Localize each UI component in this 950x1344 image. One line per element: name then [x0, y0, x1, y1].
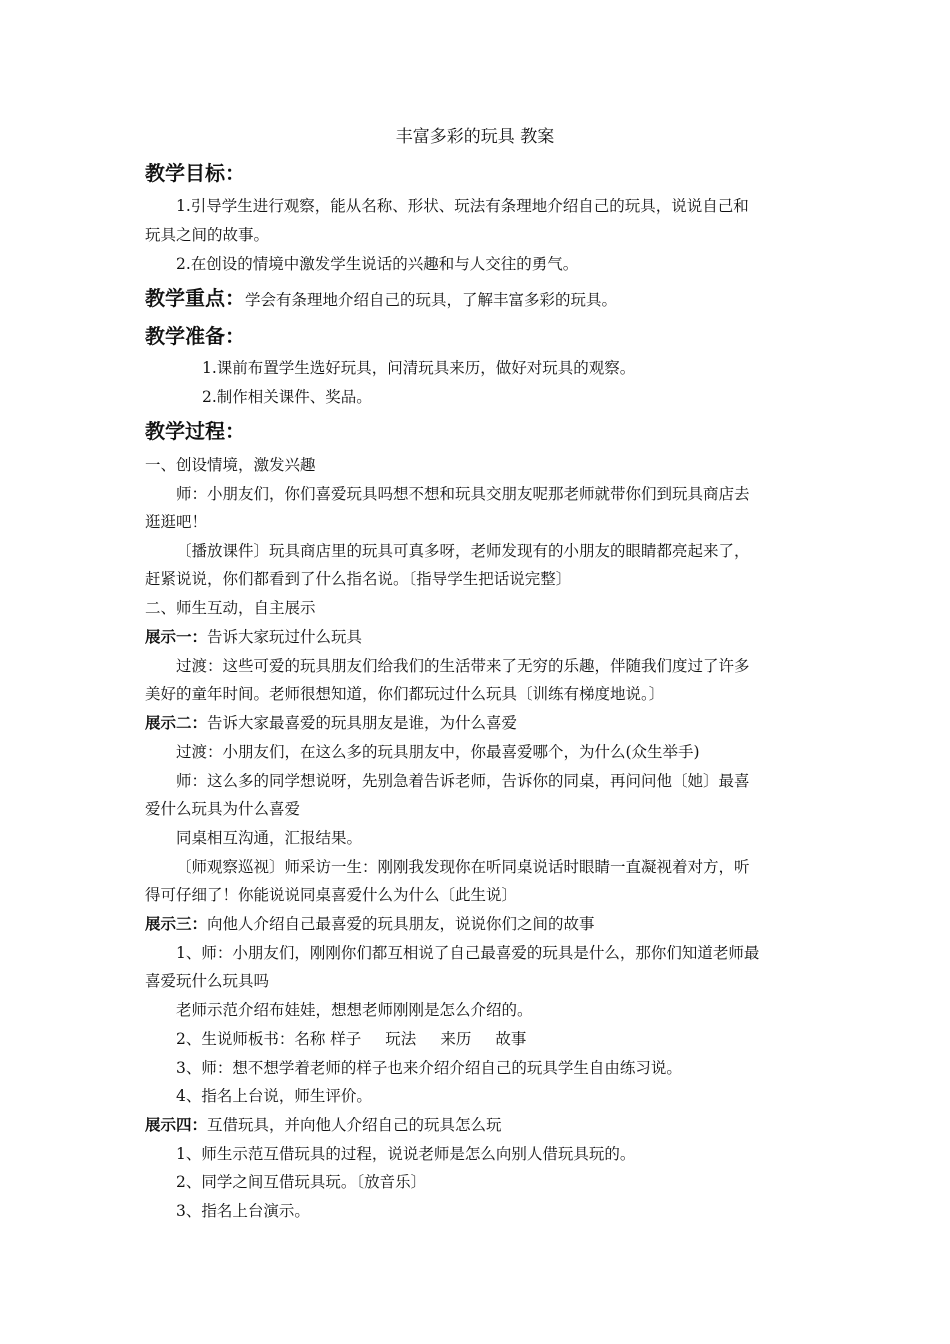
paragraph: 〔播放课件〕玩具商店里的玩具可真多呀，老师发现有的小朋友的眼睛都亮起来了， [176, 542, 750, 560]
show4-label: 展示四： [145, 1115, 208, 1134]
paragraph-cont: 赶紧说说，你们都看到了什么指名说。〔指导学生把话说完整〕 [145, 570, 572, 588]
show4-row [145, 1115, 502, 1135]
part1-title: 一、创设情境，激发兴趣 [145, 456, 316, 474]
paragraph: 3、师：想不想学着老师的样子也来介绍介绍自己的玩具学生自由练习说。 [176, 1059, 682, 1077]
show1-text: 告诉大家玩过什么玩具 [207, 628, 363, 646]
paragraph-cont: 得可仔细了！你能说说同桌喜爱什么为什么〔此生说〕 [145, 886, 518, 904]
key-points-row [145, 285, 617, 313]
show1-label: 展示一： [145, 627, 208, 646]
show3-label: 展示三： [145, 914, 208, 933]
paragraph-cont: 喜爱玩什么玩具吗 [145, 972, 270, 990]
show4-text: 互借玩具，并向他人介绍自己的玩具怎么玩 [207, 1116, 502, 1134]
paragraph: 过渡：这些可爱的玩具朋友们给我们的生活带来了无穷的乐趣，伴随我们度过了许多 [176, 657, 750, 675]
paragraph-cont: 爱什么玩具为什么喜爱 [145, 800, 301, 818]
paragraph: 师：这么多的同学想说呀，先别急着告诉老师，告诉你的同桌，再问问他〔她〕最喜 [176, 772, 750, 790]
process-heading: 教学过程： [145, 419, 245, 443]
paragraph: 1、师：小朋友们，刚刚你们都互相说了自己最喜爱的玩具是什么，那你们知道老师最 [176, 944, 760, 962]
objective-item-1: 1.引导学生进行观察，能从名称、形状、玩法有条理地介绍自己的玩具，说说自己和 [176, 197, 749, 215]
board-word-play: 玩法 [385, 1030, 417, 1048]
paragraph: 〔师观察巡视〕师采访一生：刚刚我发现你在听同桌说话时眼睛一直凝视着对方，听 [176, 858, 750, 876]
board-notes-row [176, 1029, 526, 1049]
objective-item-1-cont: 玩具之间的故事。 [145, 226, 270, 244]
document-title: 丰富多彩的玩具 教案 [395, 127, 555, 147]
show3-row [145, 914, 595, 934]
show2-text: 告诉大家最喜爱的玩具朋友是谁，为什么喜爱 [207, 714, 518, 732]
paragraph: 1、师生示范互借玩具的过程，说说老师是怎么向别人借玩具玩的。 [176, 1145, 636, 1163]
paragraph-cont: 美好的童年时间。老师很想知道，你们都玩过什么玩具〔训练有梯度地说。〕 [145, 685, 665, 703]
show2-row [145, 713, 517, 733]
paragraph: 同桌相互沟通，汇报结果。 [176, 829, 363, 847]
paragraph-cont: 逛逛吧！ [145, 513, 208, 531]
paragraph: 师：小朋友们，你们喜爱玩具吗想不想和玩具交朋友呢那老师就带你们到玩具商店去 [176, 485, 750, 503]
objective-item-2: 2.在创设的情境中激发学生说话的兴趣和与人交往的勇气。 [176, 255, 579, 273]
preparation-item-1: 1.课前布置学生选好玩具，问清玩具来历，做好对玩具的观察。 [202, 359, 636, 377]
preparation-item-2: 2.制作相关课件、奖品。 [202, 388, 372, 406]
objectives-heading: 教学目标： [145, 161, 245, 185]
key-points-heading: 教学重点： [145, 286, 245, 310]
paragraph: 3、指名上台演示。 [176, 1202, 310, 1220]
show2-label: 展示二： [145, 713, 208, 732]
part2-title: 二、师生互动，自主展示 [145, 599, 316, 617]
paragraph: 老师示范介绍布娃娃，想想老师刚刚是怎么介绍的。 [176, 1001, 533, 1019]
show3-text: 向他人介绍自己最喜爱的玩具朋友，说说你们之间的故事 [207, 915, 595, 933]
paragraph: 过渡：小朋友们，在这么多的玩具朋友中，你最喜爱哪个，为什么(众生举手) [176, 743, 700, 761]
preparation-heading: 教学准备： [145, 324, 245, 348]
show1-row [145, 627, 362, 647]
paragraph: 4、指名上台说，师生评价。 [176, 1087, 372, 1105]
board-notes-prefix: 2、生说师板书：名称 样子 [176, 1030, 362, 1048]
key-points-text: 学会有条理地介绍自己的玩具，了解丰富多彩的玩具。 [245, 291, 618, 309]
board-word-story: 故事 [495, 1030, 527, 1048]
board-word-origin: 来历 [440, 1030, 472, 1048]
paragraph: 2、同学之间互借玩具玩。〔放音乐〕 [176, 1173, 427, 1191]
